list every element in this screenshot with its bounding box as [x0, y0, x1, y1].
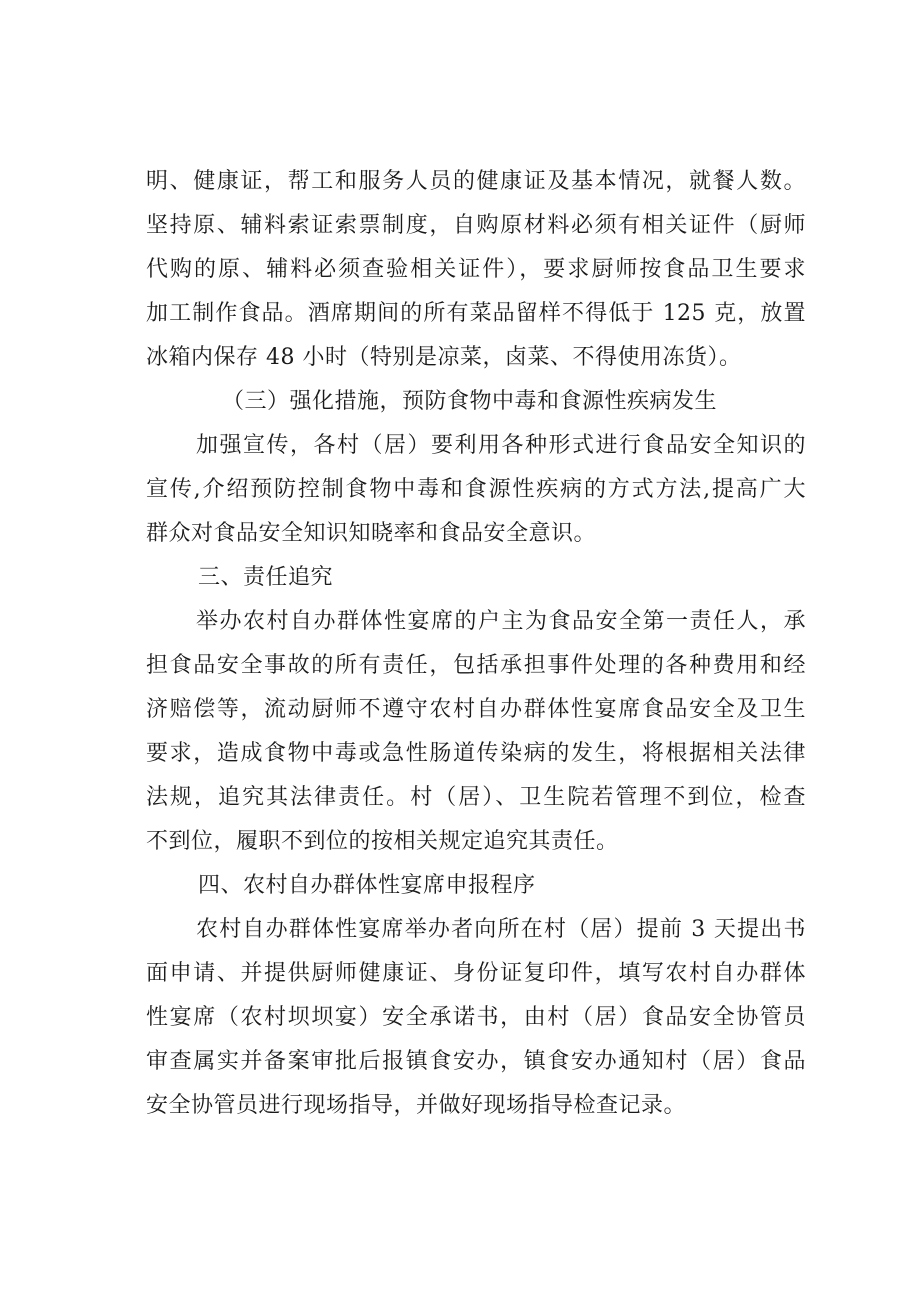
paragraph-publicity	[146, 424, 806, 556]
text-line: 面申请、并提供厨师健康证、身份证复印件，填写农村自办群体	[146, 961, 806, 986]
text-line: 安全协管员进行现场指导，并做好现场指导检查记录。	[146, 1093, 687, 1118]
text-line: 宣传,介绍预防控制食物中毒和食源性疾病的方式方法,提高广大	[146, 477, 806, 502]
subheading-prevention-measures: （三）强化措施，预防食物中毒和食源性疾病发生	[222, 389, 718, 414]
paragraph-food-handling	[146, 160, 806, 380]
text-line: 不到位，履职不到位的按相关规定追究其责任。	[146, 829, 619, 854]
text-line: 要求，造成食物中毒或急性肠道传染病的发生，将根据相关法律	[146, 741, 806, 766]
text-line: 明、健康证，帮工和服务人员的健康证及基本情况，就餐人数。	[146, 169, 806, 194]
paragraph-accountability	[146, 600, 806, 864]
text-line: 举办农村自办群体性宴席的户主为食品安全第一责任人，承	[196, 609, 806, 634]
text-line: 农村自办群体性宴席举办者向所在村（居）提前 3 天提出书	[196, 917, 806, 942]
text-line: 济赔偿等，流动厨师不遵守农村自办群体性宴席食品安全及卫生	[146, 697, 806, 722]
text-line: 审查属实并备案审批后报镇食安办，镇食安办通知村（居）食品	[146, 1049, 806, 1074]
text-line: 性宴席（农村坝坝宴）安全承诺书，由村（居）食品安全协管员	[146, 1005, 806, 1030]
paragraph-application-procedure	[146, 908, 806, 1128]
text-line: 坚持原、辅料索证索票制度，自购原材料必须有相关证件（厨师	[146, 213, 806, 238]
text-line: 冰箱内保存 48 小时（特别是凉菜，卤菜、不得使用冻货）。	[146, 345, 742, 370]
text-line: 担食品安全事故的所有责任，包括承担事件处理的各种费用和经	[146, 653, 806, 678]
text-line: 加强宣传，各村（居）要利用各种形式进行食品安全知识的	[196, 433, 806, 458]
text-line: 代购的原、辅料必须查验相关证件），要求厨师按食品卫生要求	[146, 257, 806, 282]
text-line: 法规，追究其法律责任。村（居）、卫生院若管理不到位，检查	[146, 785, 806, 810]
section-heading-application-procedure: 四、农村自办群体性宴席申报程序	[198, 873, 536, 898]
section-heading-accountability: 三、责任追究	[198, 565, 334, 590]
text-line: 加工制作食品。酒席期间的所有菜品留样不得低于 125 克，放置	[146, 301, 806, 326]
text-line: 群众对食品安全知识知晓率和食品安全意识。	[146, 521, 597, 546]
document-body	[146, 160, 806, 1128]
